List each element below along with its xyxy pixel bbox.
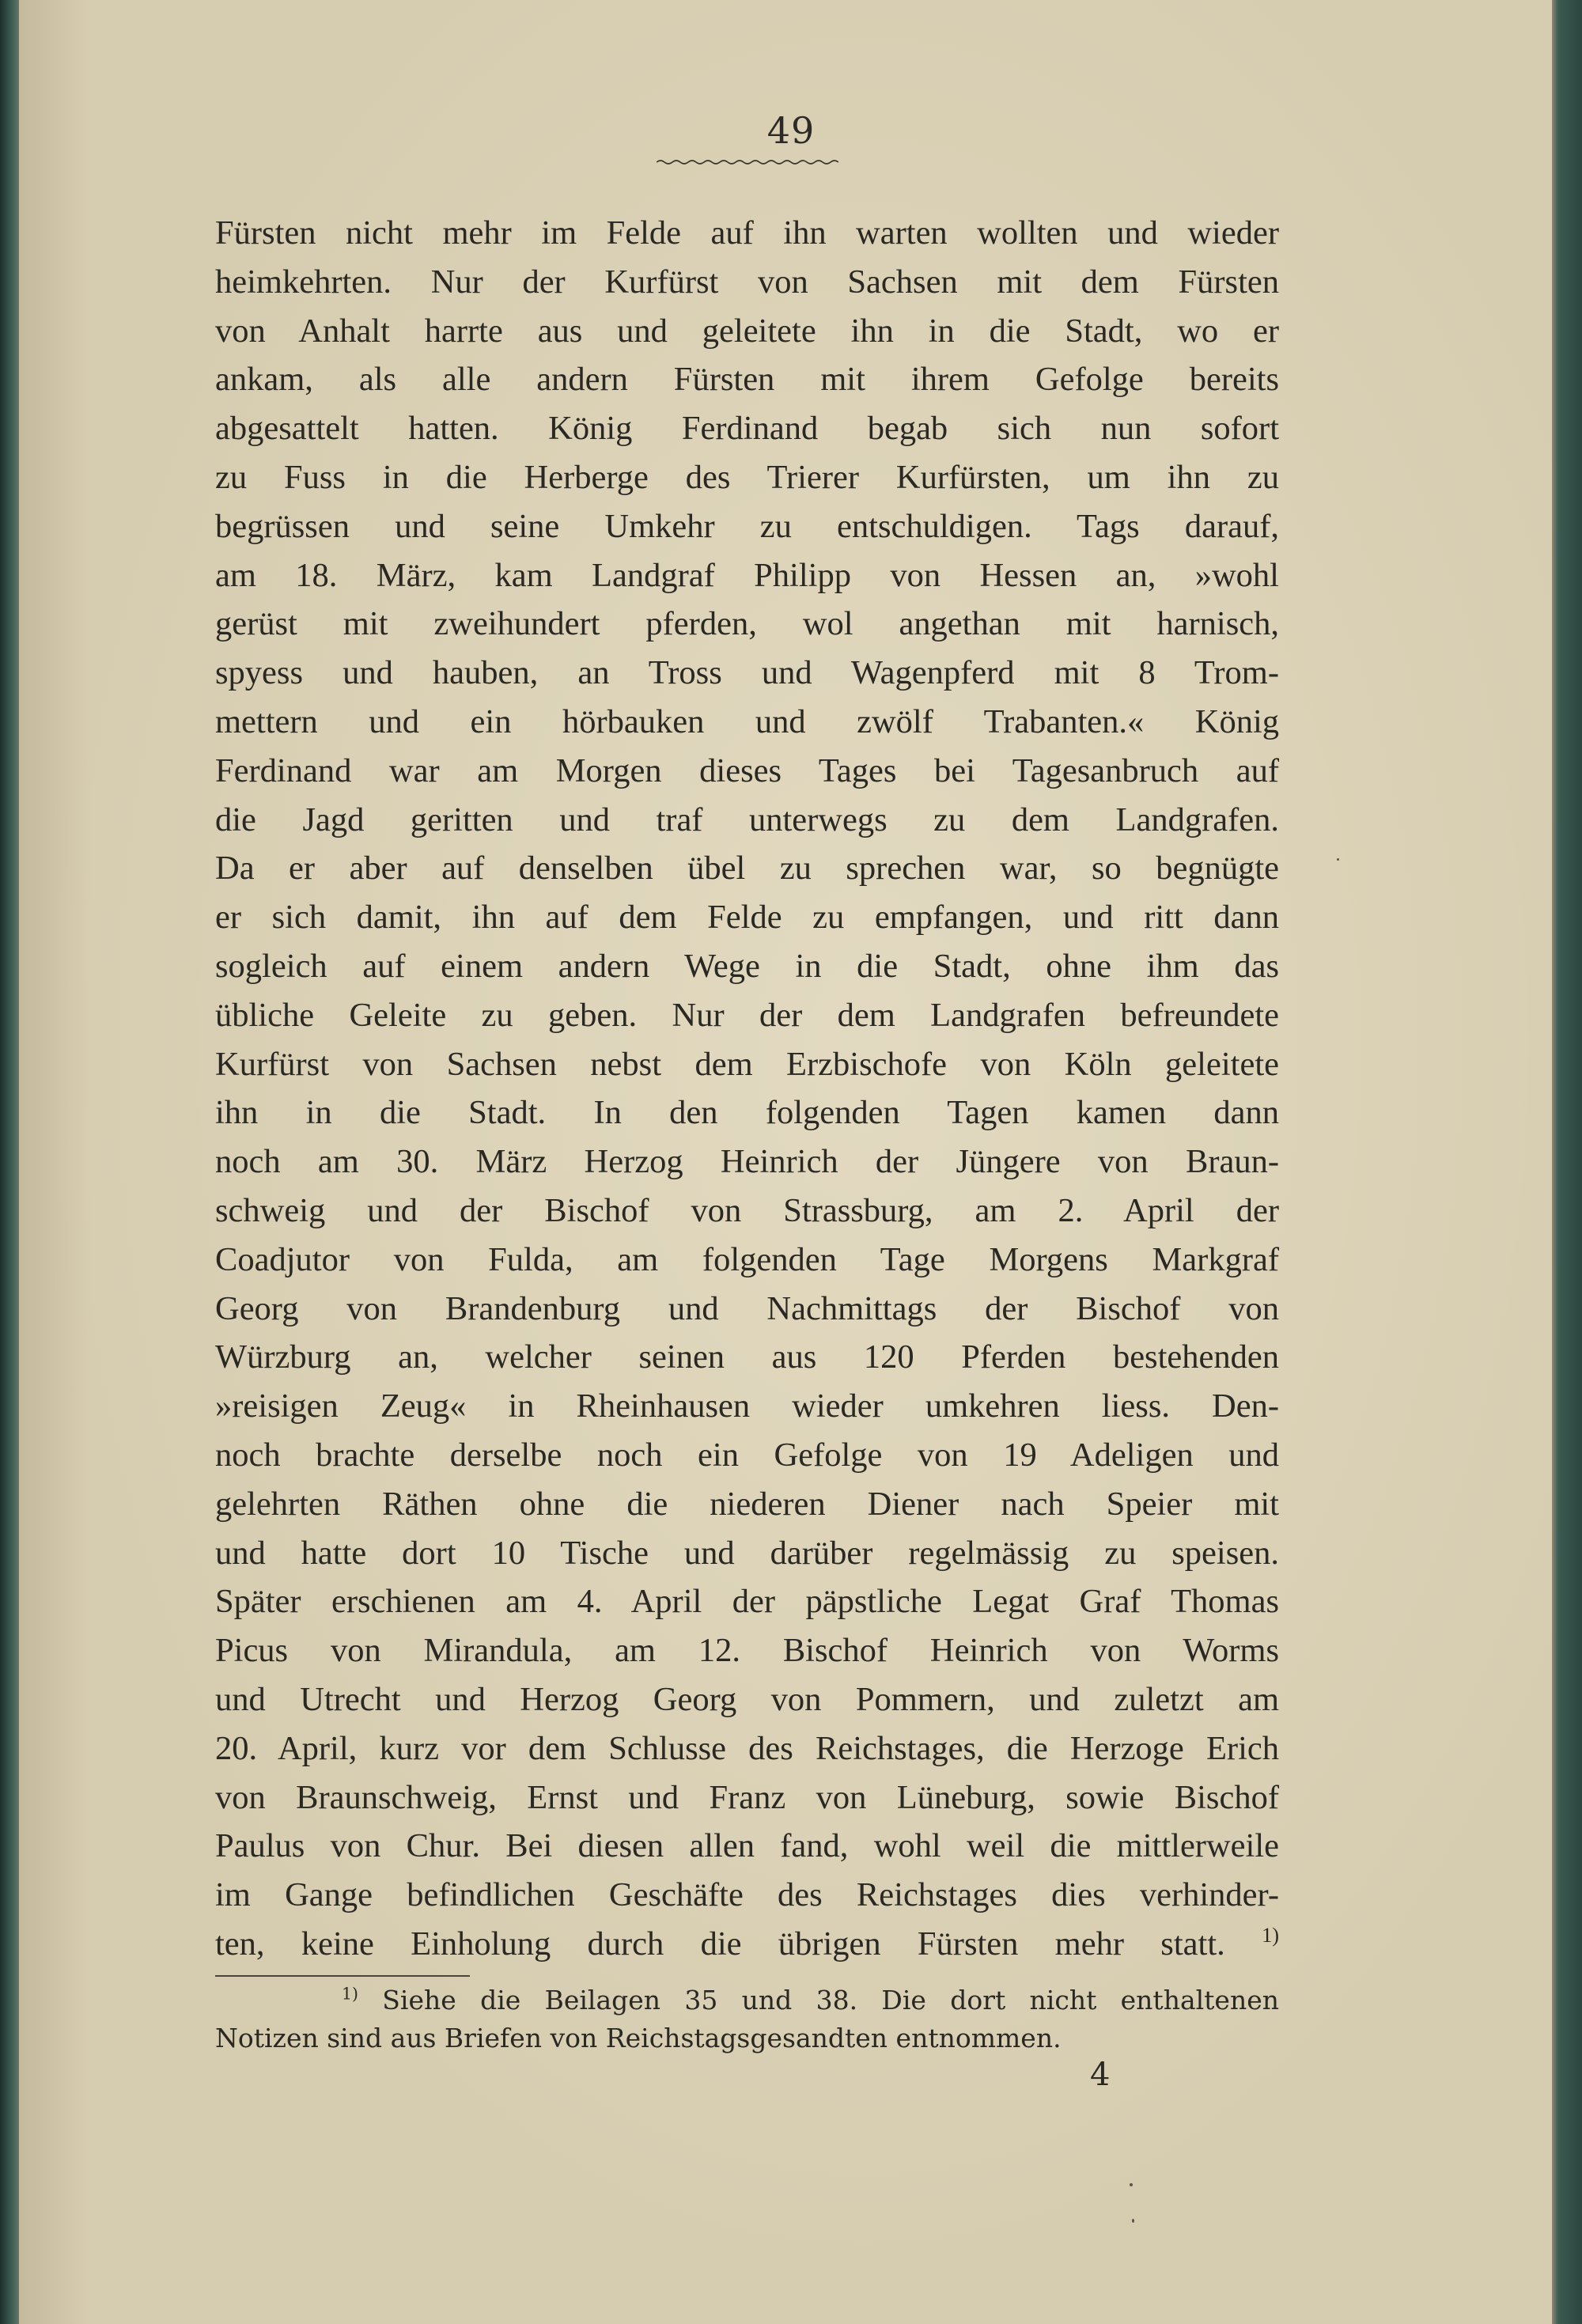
- paper-speck: [1132, 2219, 1134, 2223]
- text-line: Picus von Mirandula, am 12. Bischof Heinrich von Worms: [215, 1632, 1279, 1670]
- text-line: schweig und der Bischof von Strassburg, am 2. April der: [215, 1191, 1279, 1229]
- footnote-line: Notizen sind aus Briefen von Reichstagsgesandten entnommen.: [215, 2023, 1062, 2053]
- text-line-last: [215, 1920, 1279, 1969]
- body-text: [215, 209, 1279, 1969]
- book-cover-edge: [1552, 0, 1582, 2324]
- text-line: Georg von Brandenburg und Nachmittags der Bischof von: [215, 1289, 1279, 1327]
- text-line: sogleich auf einem andern Wege in die Stadt, ohne ihm das: [215, 947, 1279, 985]
- text-line: zu Fuss in die Herberge des Trierer Kurfürsten, um ihn zu: [215, 458, 1279, 496]
- text-line: Ferdinand war am Morgen dieses Tages bei Tagesanbruch auf: [215, 751, 1279, 789]
- footnote-text: Siehe die Beilagen 35 und 38. Die dort nicht enthaltenen: [382, 1985, 1279, 2016]
- text-line: Da er aber auf denselben übel zu sprechen war, so begnügte: [215, 850, 1279, 888]
- text-line: Kurfürst von Sachsen nebst dem Erzbischofe von Köln geleitete: [215, 1045, 1279, 1083]
- text-line: noch brachte derselbe noch ein Gefolge von 19 Adeligen und: [215, 1436, 1279, 1474]
- text-line: mettern und ein hörbauken und zwölf Trabanten.« König: [215, 702, 1279, 740]
- page-number: 49: [766, 109, 816, 152]
- footnote: [215, 1981, 1279, 2057]
- text-line: heimkehrten. Nur der Kurfürst von Sachsen mit dem Fürsten: [215, 263, 1279, 301]
- text-line: von Anhalt harrte aus und geleitete ihn in die Stadt, wo er: [215, 312, 1279, 350]
- signature-mark: 4: [1090, 2057, 1111, 2093]
- text-line: er sich damit, ihn auf dem Felde zu empfangen, und ritt dann: [215, 899, 1279, 937]
- paper-speck: [1130, 2183, 1133, 2186]
- text-line: Fürsten nicht mehr im Felde auf ihn warten wollten und wieder: [215, 214, 1279, 252]
- text-line: 20. April, kurz vor dem Schlusse des Reichstages, die Herzoge Erich: [215, 1729, 1279, 1767]
- text-line: Würzburg an, welcher seinen aus 120 Pferden bestehenden: [215, 1338, 1279, 1376]
- text-line: Später erschienen am 4. April der päpstliche Legat Graf Thomas: [215, 1583, 1279, 1621]
- text-line: am 18. März, kam Landgraf Philipp von Hessen an, »wohl: [215, 556, 1279, 594]
- text-line: im Gange befindlichen Geschäfte des Reichstages dies verhinder-: [215, 1876, 1279, 1914]
- footnote-reference: 1): [1262, 1924, 1280, 1947]
- text-line-content: ten, keine Einholung durch die übrigen Fürsten mehr statt.: [215, 1925, 1225, 1963]
- text-line: spyess und hauben, an Tross und Wagenpferd mit 8 Trom-: [215, 654, 1279, 692]
- text-line: ihn in die Stadt. In den folgenden Tagen kamen dann: [215, 1094, 1279, 1132]
- text-line: ankam, als alle andern Fürsten mit ihrem Gefolge bereits: [215, 361, 1279, 399]
- text-line: begrüssen und seine Umkehr zu entschuldigen. Tags darauf,: [215, 507, 1279, 545]
- header-ornament-rule: [657, 158, 838, 166]
- text-line: noch am 30. März Herzog Heinrich der Jüngere von Braun-: [215, 1143, 1279, 1181]
- text-line: und hatte dort 10 Tische und darüber regelmässig zu speisen.: [215, 1534, 1279, 1572]
- text-line: Coadjutor von Fulda, am folgenden Tage Morgens Markgraf: [215, 1240, 1279, 1278]
- footnote-rule: [215, 1975, 470, 1977]
- text-line: von Braunschweig, Ernst und Franz von Lüneburg, sowie Bischof: [215, 1778, 1279, 1816]
- text-line: abgesattelt hatten. König Ferdinand begab sich nun sofort: [215, 410, 1279, 448]
- footnote-line: [215, 1981, 1279, 2019]
- text-line: übliche Geleite zu geben. Nur der dem Landgrafen befreundete: [215, 996, 1279, 1034]
- text-line: Paulus von Chur. Bei diesen allen fand, wohl weil die mittlerweile: [215, 1827, 1279, 1865]
- paper-speck: [1337, 858, 1339, 861]
- footnote-marker: 1): [342, 1984, 358, 2004]
- text-line: gerüst mit zweihundert pferden, wol angethan mit harnisch,: [215, 605, 1279, 643]
- text-line: und Utrecht und Herzog Georg von Pommern, und zuletzt am: [215, 1680, 1279, 1718]
- text-line: die Jagd geritten und traf unterwegs zu dem Landgrafen.: [215, 801, 1279, 838]
- text-line: gelehrten Räthen ohne die niederen Diener nach Speier mit: [215, 1485, 1279, 1523]
- text-line: »reisigen Zeug« in Rheinhausen wieder umkehren liess. Den-: [215, 1387, 1279, 1425]
